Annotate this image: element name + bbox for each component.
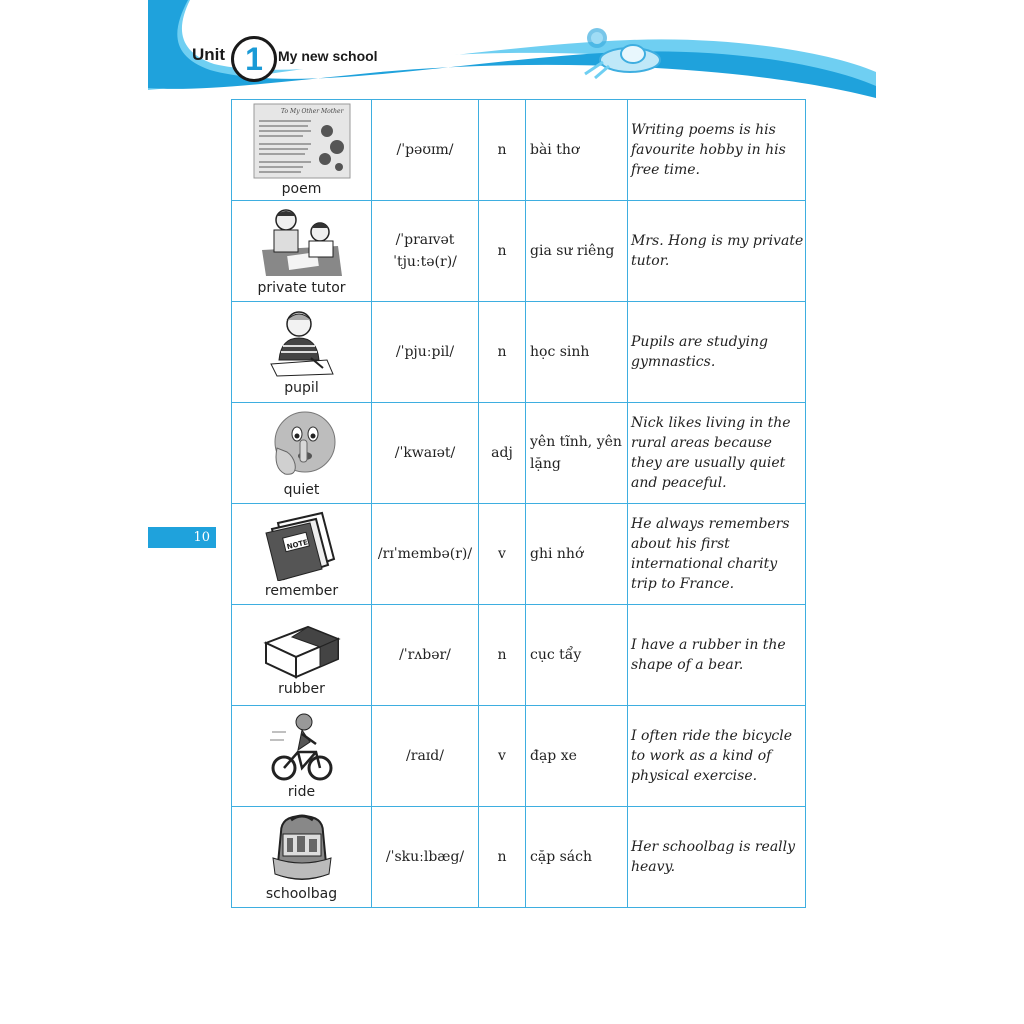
pronunciation: /ˈpəʊɪm/ [396,142,454,158]
example-sentence: Mrs. Hong is my private tutor. [631,233,804,269]
vocab-word: rubber [278,681,325,697]
meaning: yên tĩnh, yên lặng [530,434,622,472]
meaning: cặp sách [530,849,592,865]
pronunciation: /raɪd/ [406,748,444,764]
picture-cell [232,201,372,302]
unit-number-badge: 1 [231,36,277,82]
example-sentence: He always remembers about his first international charity trip to France. [631,516,790,592]
poem-page-icon [253,103,351,179]
part-of-speech: n [497,344,507,360]
part-of-speech: n [497,849,507,865]
table-row [232,100,806,201]
meaning: học sinh [530,344,590,360]
vocab-word: remember [264,583,339,599]
table-row [232,403,806,504]
spaceship-icon [575,20,665,80]
example-sentence: I have a rubber in the shape of a bear. [631,637,786,673]
table-row [232,706,806,807]
table-row [232,302,806,403]
vocab-word: pupil [284,380,319,396]
example-sentence: Writing poems is his favourite hobby in his free time. [631,122,786,178]
part-of-speech: v [498,748,506,764]
meaning: gia sư riêng [530,243,615,259]
part-of-speech: n [497,243,507,259]
backpack-icon [267,812,337,884]
svg-text:NOTE: NOTE [285,538,309,552]
bicycle-rider-icon [270,712,334,782]
pronunciation: /ˈkwaɪət/ [394,445,456,461]
note-pad-icon [264,509,340,581]
vocab-word: private tutor [257,280,346,296]
shush-face-icon [267,408,337,480]
example-sentence: Her schoolbag is really heavy. [631,839,796,875]
tutor-students-icon [260,206,344,278]
meaning: ghi nhớ [530,546,584,562]
vocab-word: poem [281,181,322,197]
vocab-word: quiet [283,482,320,498]
table-row [232,807,806,908]
pronunciation: /ˈskuːlbæg/ [385,849,465,865]
unit-label: Unit [192,45,226,64]
example-sentence: Pupils are studying gymnastics. [631,334,768,370]
header-banner [0,0,1024,110]
picture-cell [232,302,372,403]
meaning: bài thơ [530,142,580,158]
eraser-icon [262,613,342,679]
example-sentence: I often ride the bicycle to work as a kind of physical exercise. [631,728,793,784]
part-of-speech: n [497,142,507,158]
table-row [232,504,806,605]
pronunciation: /ˈpjuːpil/ [395,344,455,360]
picture-cell [232,403,372,504]
table-row [232,201,806,302]
example-sentence: Nick likes living in the rural areas because they are usually quiet and peaceful. [631,415,791,491]
table-row [232,605,806,706]
picture-cell [232,605,372,706]
pronunciation: /rɪˈmembə(r)/ [377,546,473,562]
picture-cell [232,807,372,908]
unit-title: My new school [278,48,378,64]
meaning: cục tẩy [530,647,582,663]
svg-text:To My Other Mother: To My Other Mother [280,108,343,115]
vocab-word: schoolbag [265,886,338,902]
vocab-word: ride [287,784,316,800]
part-of-speech: adj [491,445,513,461]
pupil-writing-icon [267,308,337,378]
meaning: đạp xe [530,748,577,764]
vocabulary-table [231,99,806,908]
picture-cell [232,706,372,807]
picture-cell [232,100,372,201]
pronunciation: /ˈpraɪvət ˈtjuːtə(r)/ [393,232,457,270]
part-of-speech: v [498,546,506,562]
pronunciation: /ˈrʌbər/ [399,647,451,663]
part-of-speech: n [497,647,507,663]
page-number-tab: 10 [148,527,216,548]
picture-cell [232,504,372,605]
